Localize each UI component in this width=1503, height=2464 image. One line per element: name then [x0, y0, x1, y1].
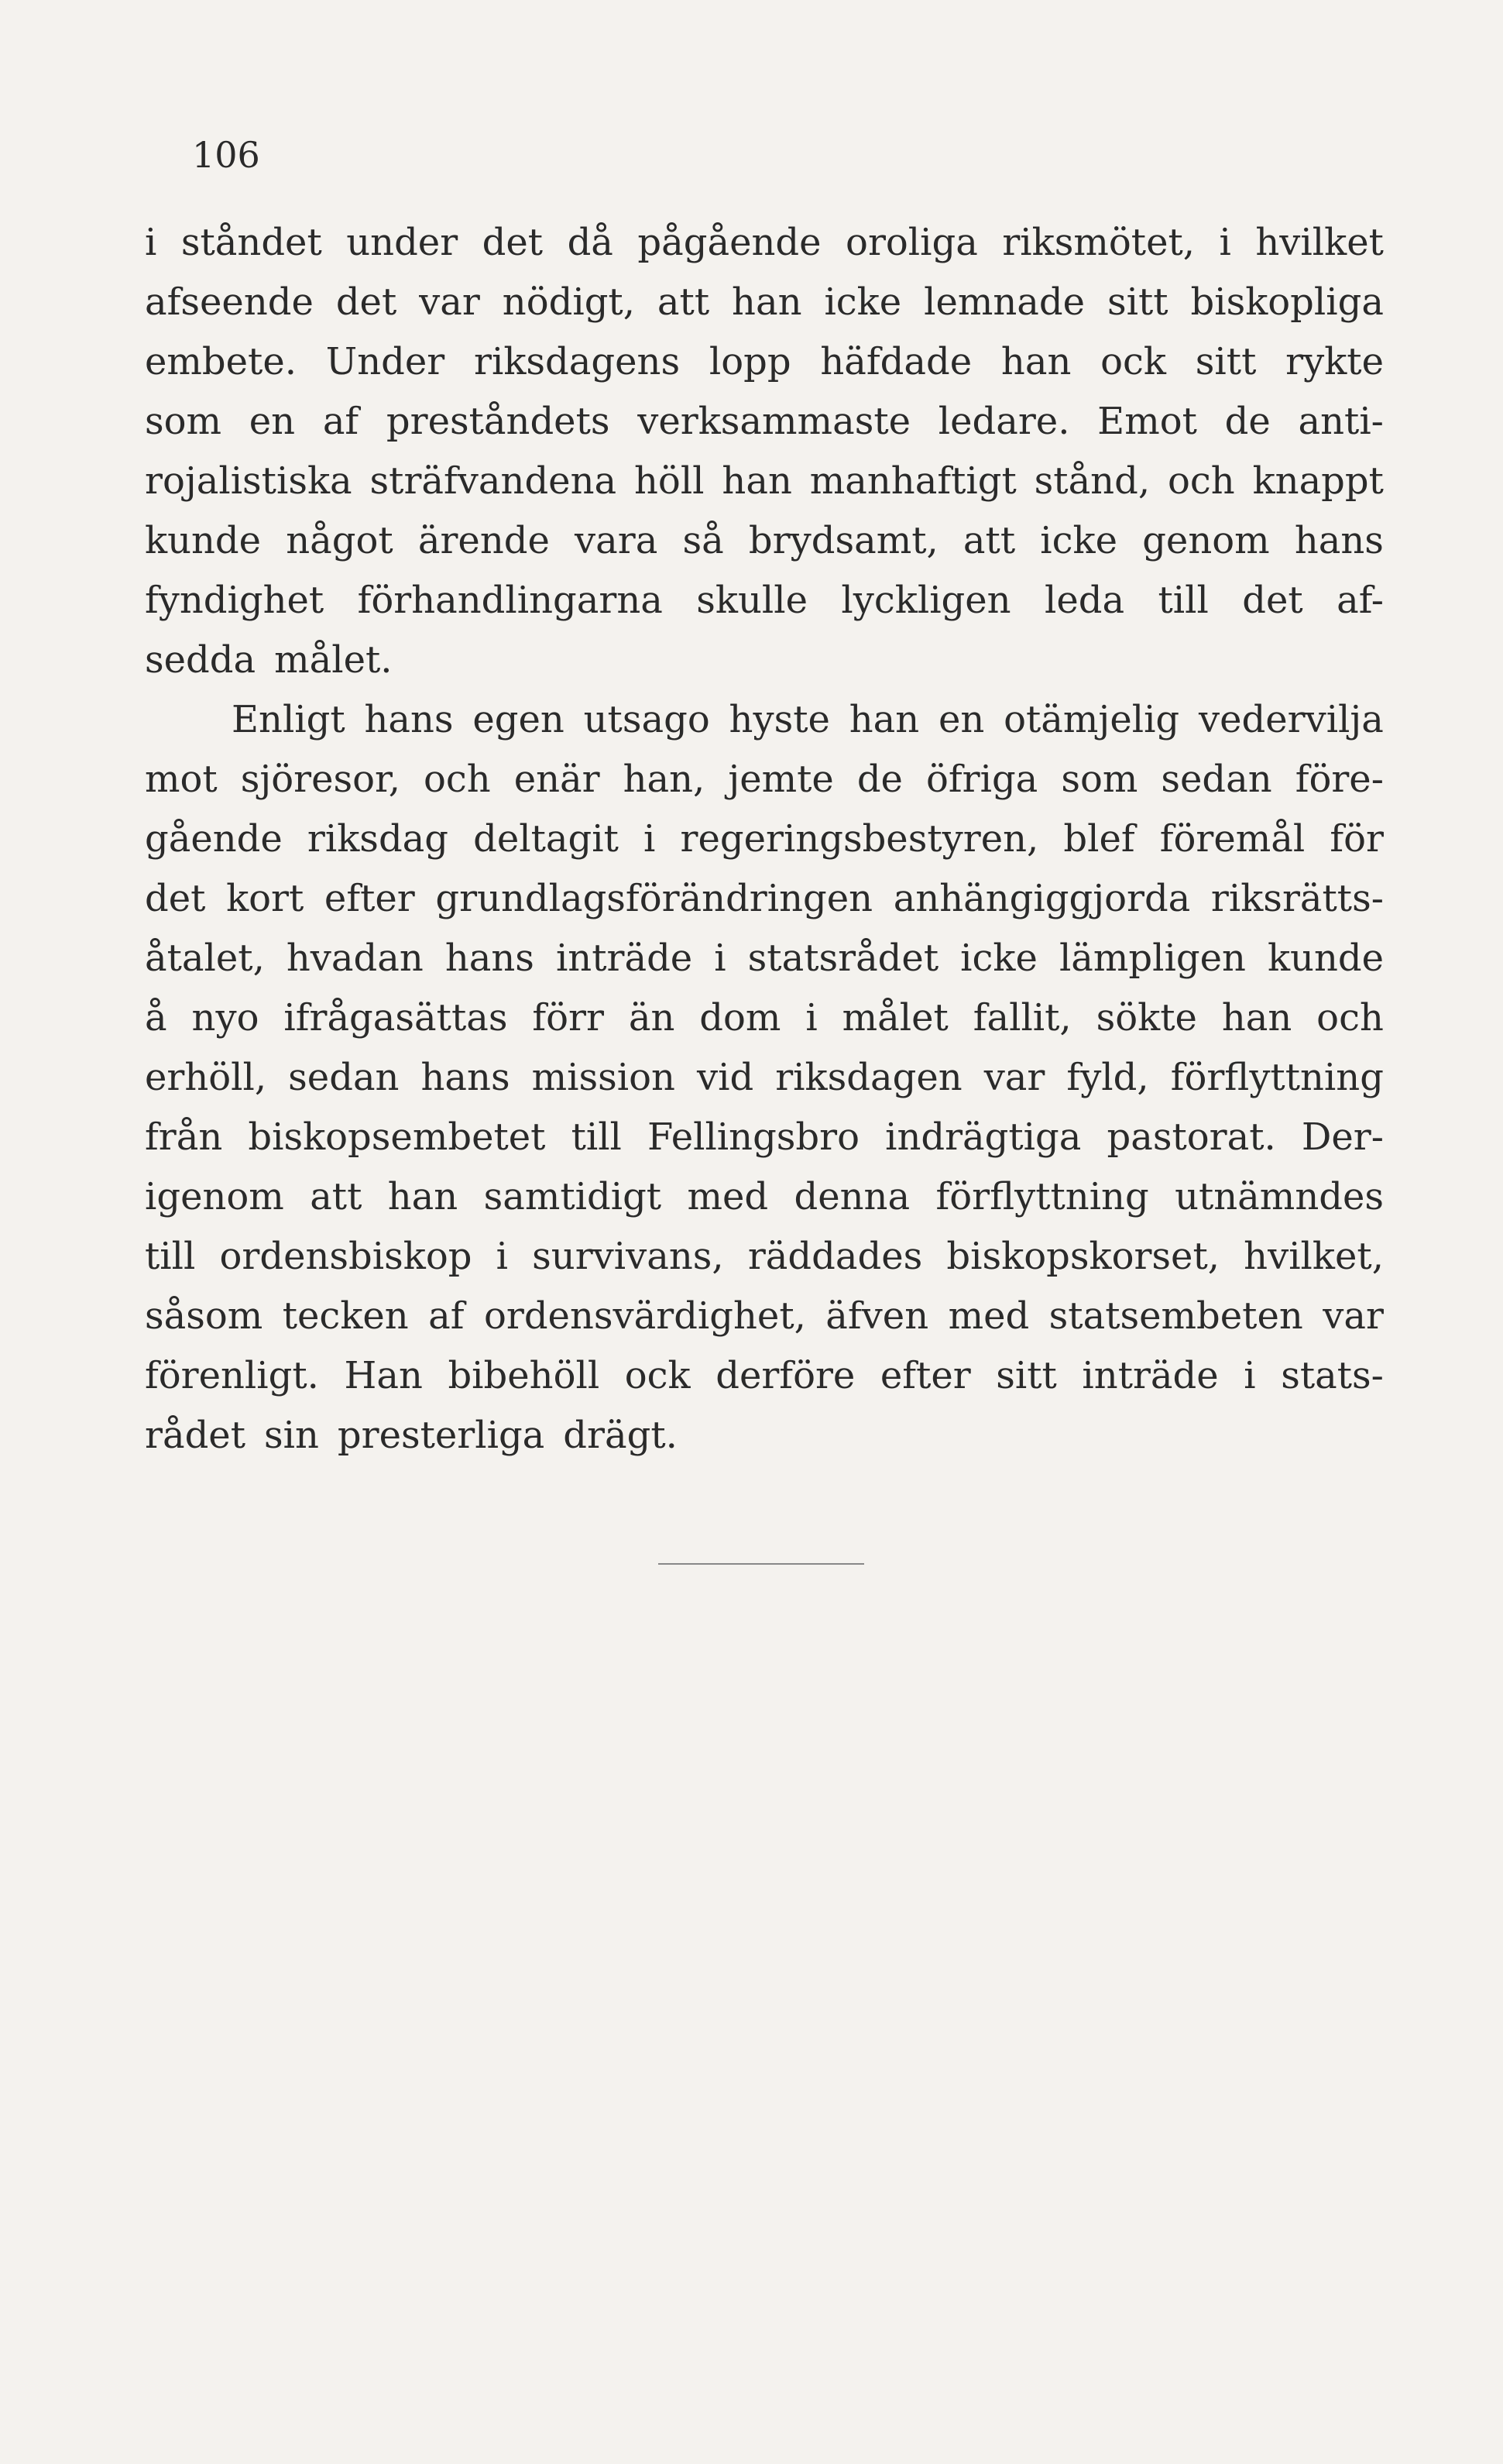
word: han: [849, 698, 920, 741]
word: enär: [513, 758, 600, 801]
text-line: [145, 1287, 1384, 1346]
word: till: [145, 1235, 196, 1278]
word: var: [419, 280, 480, 324]
word: ock: [624, 1354, 691, 1397]
word: oroliga: [846, 221, 978, 264]
word: riksdagens: [474, 340, 681, 383]
word: vedervilja: [1198, 698, 1384, 741]
word: efter: [880, 1354, 971, 1397]
word: manhaftigt: [809, 459, 1017, 503]
word: kunde: [145, 519, 262, 562]
word: han: [722, 459, 792, 503]
word: var: [983, 1056, 1045, 1099]
text-line: [145, 1167, 1384, 1227]
word: lemnade: [924, 280, 1086, 324]
word: förflyttning: [935, 1175, 1149, 1218]
word: hvilket,: [1244, 1235, 1384, 1278]
word: hyste: [729, 698, 830, 741]
word: att: [963, 519, 1016, 562]
word: regeringsbestyren,: [680, 817, 1039, 861]
word: riksmötet,: [1002, 221, 1196, 264]
word: rådet: [145, 1414, 245, 1457]
word: ock: [1100, 340, 1167, 383]
word: från: [145, 1115, 223, 1159]
word: han: [732, 280, 802, 324]
text-line: [145, 1406, 1384, 1466]
word: Under: [325, 340, 445, 383]
word: det: [335, 280, 397, 324]
word: knappt: [1252, 459, 1384, 503]
word: drägt.: [563, 1414, 678, 1457]
word: han,: [623, 758, 705, 801]
word: då: [567, 221, 613, 264]
text-line: [145, 631, 1384, 690]
word: sedda: [145, 638, 256, 682]
word: ärende: [417, 519, 550, 562]
word: det: [1242, 579, 1303, 622]
word: en: [938, 698, 985, 741]
word: sedan: [288, 1056, 400, 1099]
word: lopp: [709, 340, 791, 383]
text-line: [145, 332, 1384, 392]
word: det: [145, 877, 206, 920]
word: survivans,: [532, 1235, 724, 1278]
word: han: [387, 1175, 458, 1218]
word: afseende: [145, 280, 314, 324]
word: genom: [1142, 519, 1270, 562]
word: de: [856, 758, 903, 801]
word: i: [1219, 221, 1231, 264]
word: preståndets: [386, 400, 610, 443]
text-line: [145, 869, 1384, 929]
page-number: 106: [192, 134, 260, 176]
word: stånd,: [1034, 459, 1151, 503]
word: pågående: [637, 221, 822, 264]
word: i: [643, 817, 656, 861]
text-line: [145, 809, 1384, 869]
word: och: [1167, 459, 1235, 503]
text-line: [145, 1227, 1384, 1287]
word: dom: [699, 996, 781, 1040]
text-line: [145, 213, 1384, 273]
word: nyo: [191, 996, 259, 1040]
word: före-: [1295, 758, 1384, 801]
word: förenligt.: [145, 1354, 319, 1397]
word: fyndighet: [145, 579, 324, 622]
word: ordensvärdighet,: [483, 1294, 806, 1338]
word: skulle: [696, 579, 808, 622]
word: det: [482, 221, 544, 264]
word: sitt: [1107, 280, 1168, 324]
word: gående: [145, 817, 283, 861]
word: anti-: [1298, 400, 1384, 443]
word: i: [1244, 1354, 1256, 1397]
text-line: [145, 750, 1384, 809]
word: samtidigt: [483, 1175, 662, 1218]
word: i: [714, 936, 726, 980]
word: inträde: [555, 936, 693, 980]
word: häfdade: [820, 340, 973, 383]
word: icke: [824, 280, 902, 324]
word: ståndet: [180, 221, 322, 264]
word: ifrågasättas: [283, 996, 508, 1040]
word: af: [428, 1294, 465, 1338]
text-line: [145, 1108, 1384, 1167]
word: rykte: [1285, 340, 1384, 383]
word: med: [687, 1175, 769, 1218]
word: hans: [1294, 519, 1384, 562]
text-line: [145, 392, 1384, 452]
word: höll: [634, 459, 705, 503]
word: sitt: [996, 1354, 1057, 1397]
word: åtalet,: [145, 936, 265, 980]
word: presterliga: [337, 1414, 545, 1457]
word: hans: [364, 698, 454, 741]
word: erhöll,: [145, 1056, 267, 1099]
word: hvilket: [1255, 221, 1384, 264]
word: förflyttning: [1170, 1056, 1384, 1099]
word: biskopliga: [1190, 280, 1384, 324]
word: indrägtiga: [885, 1115, 1082, 1159]
text-line: [145, 690, 1384, 750]
word: utnämndes: [1175, 1175, 1384, 1218]
word: förr: [532, 996, 604, 1040]
word: hans: [420, 1056, 510, 1099]
section-divider: [658, 1563, 864, 1565]
word: så: [682, 519, 724, 562]
word: lämpligen: [1059, 936, 1246, 980]
word: derföre: [715, 1354, 856, 1397]
word: grundlagsförändringen: [435, 877, 873, 920]
word: icke: [960, 936, 1038, 980]
word: målet: [842, 996, 949, 1040]
word: mission: [531, 1056, 675, 1099]
word: riksrätts-: [1210, 877, 1384, 920]
word: Emot: [1097, 400, 1197, 443]
word: räddades: [747, 1235, 923, 1278]
text-line: [145, 571, 1384, 631]
word: otämjelig: [1004, 698, 1180, 741]
text-line: [145, 1048, 1384, 1108]
word: inträde: [1082, 1354, 1219, 1397]
word: embete.: [145, 340, 297, 383]
word: Han: [344, 1354, 423, 1397]
word: biskopskorset,: [946, 1235, 1220, 1278]
word: leda: [1045, 579, 1125, 622]
word: brydsamt,: [748, 519, 939, 562]
word: till: [1158, 579, 1209, 622]
word: för: [1330, 817, 1384, 861]
word: i: [496, 1235, 508, 1278]
word: tecken: [282, 1294, 409, 1338]
word: biskopsembetet: [248, 1115, 546, 1159]
word: lyckligen: [841, 579, 1011, 622]
word: i: [145, 221, 157, 264]
word: statsembeten: [1048, 1294, 1303, 1338]
word: Enligt: [232, 698, 345, 741]
word: å: [145, 996, 167, 1040]
word: vid: [696, 1056, 754, 1099]
word: riksdag: [307, 817, 449, 861]
word: egen: [472, 698, 564, 741]
word: med: [948, 1294, 1030, 1338]
word: sökte: [1096, 996, 1197, 1040]
word: förhandlingarna: [357, 579, 663, 622]
word: föremål: [1159, 817, 1306, 861]
word: de: [1224, 400, 1271, 443]
word: äfven: [825, 1294, 929, 1338]
text-line: [145, 1346, 1384, 1406]
word: rojalistiska: [145, 459, 352, 503]
word: blef: [1063, 817, 1135, 861]
word: ledare.: [938, 400, 1070, 443]
word: efter: [324, 877, 415, 920]
word: han: [1221, 996, 1292, 1040]
word: sträfvandena: [369, 459, 617, 503]
word: sedan: [1161, 758, 1272, 801]
word: fallit,: [973, 996, 1072, 1040]
word: kunde: [1267, 936, 1384, 980]
word: sjöresor,: [240, 758, 400, 801]
word: statsrådet: [747, 936, 939, 980]
word: målet.: [274, 638, 393, 682]
word: verksammaste: [637, 400, 911, 443]
word: riksdagen: [775, 1056, 963, 1099]
word: var: [1323, 1294, 1384, 1338]
word: öfriga: [925, 758, 1038, 801]
word: hans: [444, 936, 534, 980]
word: sitt: [1195, 340, 1257, 383]
text-line: [145, 929, 1384, 988]
word: Der-: [1301, 1115, 1384, 1159]
word: ordensbiskop: [219, 1235, 472, 1278]
word: pastorat.: [1107, 1115, 1276, 1159]
text-line: [145, 273, 1384, 332]
word: mot: [145, 758, 218, 801]
word: såsom: [145, 1294, 263, 1338]
word: under: [346, 221, 458, 264]
word: icke: [1040, 519, 1118, 562]
word: denna: [794, 1175, 911, 1218]
word: hvadan: [286, 936, 424, 980]
word: kort: [226, 877, 304, 920]
word: som: [145, 400, 222, 443]
word: stats-: [1281, 1354, 1384, 1397]
word: att: [310, 1175, 362, 1218]
word: bibehöll: [448, 1354, 600, 1397]
word: än: [628, 996, 675, 1040]
word: han: [1000, 340, 1072, 383]
word: att: [657, 280, 710, 324]
text-line: [145, 511, 1384, 571]
word: deltagit: [473, 817, 619, 861]
word: och: [423, 758, 491, 801]
text-line: [145, 988, 1384, 1048]
word: och: [1316, 996, 1384, 1040]
word: fyld,: [1066, 1056, 1149, 1099]
body-text: [145, 213, 1384, 1466]
word: jemte: [728, 758, 834, 801]
word: i: [805, 996, 818, 1040]
word: igenom: [145, 1175, 284, 1218]
word: utsago: [583, 698, 710, 741]
word: nödigt,: [502, 280, 635, 324]
word: något: [286, 519, 393, 562]
text-line: [145, 452, 1384, 511]
word: Fellingsbro: [647, 1115, 860, 1159]
word: som: [1061, 758, 1138, 801]
word: af-: [1337, 579, 1384, 622]
word: anhängiggjorda: [893, 877, 1191, 920]
word: till: [571, 1115, 622, 1159]
word: af: [322, 400, 359, 443]
word: vara: [575, 519, 658, 562]
word: en: [249, 400, 296, 443]
word: sin: [263, 1414, 319, 1457]
